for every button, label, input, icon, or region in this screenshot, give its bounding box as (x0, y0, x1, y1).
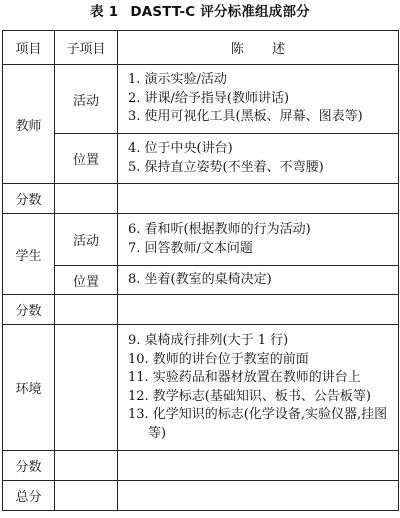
student-activity-list (118, 214, 399, 266)
student-label: 学生 (3, 214, 55, 295)
list-item: 1. 演示实验/活动 (128, 72, 227, 88)
scoring-table (2, 30, 399, 511)
teacher-activity-list (118, 65, 399, 134)
student-score-row (3, 295, 399, 325)
list-item: 3. 使用可视化工具(黑板、屏幕、图表等) (128, 109, 363, 125)
table-number: 表 1 (90, 4, 119, 20)
environment-label: 环境 (3, 325, 55, 451)
student-score-value (118, 295, 399, 325)
environment-score-label: 分数 (3, 451, 55, 481)
list-item: 11. 实验药品和器材放置在教师的讲台上 (128, 370, 361, 385)
teacher-position-label: 位置 (55, 134, 118, 184)
total-row (3, 481, 399, 511)
teacher-position-row (3, 134, 399, 184)
header-row (3, 31, 399, 65)
environment-list (118, 325, 399, 451)
header-item: 项目 (3, 31, 55, 65)
student-score-cell (55, 295, 118, 325)
student-position-list (118, 266, 399, 295)
teacher-score-cell (55, 184, 118, 214)
list-item: 9. 桌椅成行排列(大于 1 行) (128, 333, 289, 348)
table-title: DASTT-C 评分标准组成部分 (130, 4, 310, 20)
list-item: 4. 位于中央(讲台) (128, 141, 233, 156)
list-item: 2. 讲课/给予指导(教师讲话) (128, 90, 290, 106)
student-position-row (3, 266, 399, 295)
teacher-score-value (118, 184, 399, 214)
teacher-activity-label: 活动 (55, 65, 118, 134)
teacher-label: 教师 (3, 65, 55, 184)
environment-score-value (118, 451, 399, 481)
environment-score-row (3, 451, 399, 481)
teacher-position-list (118, 134, 399, 184)
student-position-label: 位置 (55, 266, 118, 295)
student-activity-label: 活动 (55, 214, 118, 266)
teacher-activity-row (3, 65, 399, 134)
list-item: 10. 教师的讲台位于教室的前面 (128, 351, 309, 367)
list-item: 8. 坐着(教室的桌椅决定) (128, 271, 272, 287)
header-subitem: 子项目 (55, 31, 118, 65)
list-item: 13. 化学知识的标志(化学设备,实验仪器,挂图等) (128, 407, 388, 441)
teacher-score-row (3, 184, 399, 214)
environment-subitem-cell (55, 325, 118, 451)
total-cell (55, 481, 118, 511)
list-item: 12. 教学标志(基础知识、板书、公告板等) (128, 388, 371, 404)
environment-score-cell (55, 451, 118, 481)
table-caption (0, 0, 400, 26)
list-item: 5. 保持直立姿势(不坐着、不弯腰) (128, 159, 324, 175)
environment-row (3, 325, 399, 451)
teacher-score-label: 分数 (3, 184, 55, 214)
header-description: 陈述 (118, 31, 399, 65)
total-label: 总分 (3, 481, 55, 511)
total-value (118, 481, 399, 511)
list-item: 7. 回答教师/文本问题 (128, 240, 253, 256)
student-score-label: 分数 (3, 295, 55, 325)
student-activity-row (3, 214, 399, 266)
list-item: 6. 看和听(根据教师的行为活动) (128, 222, 311, 237)
